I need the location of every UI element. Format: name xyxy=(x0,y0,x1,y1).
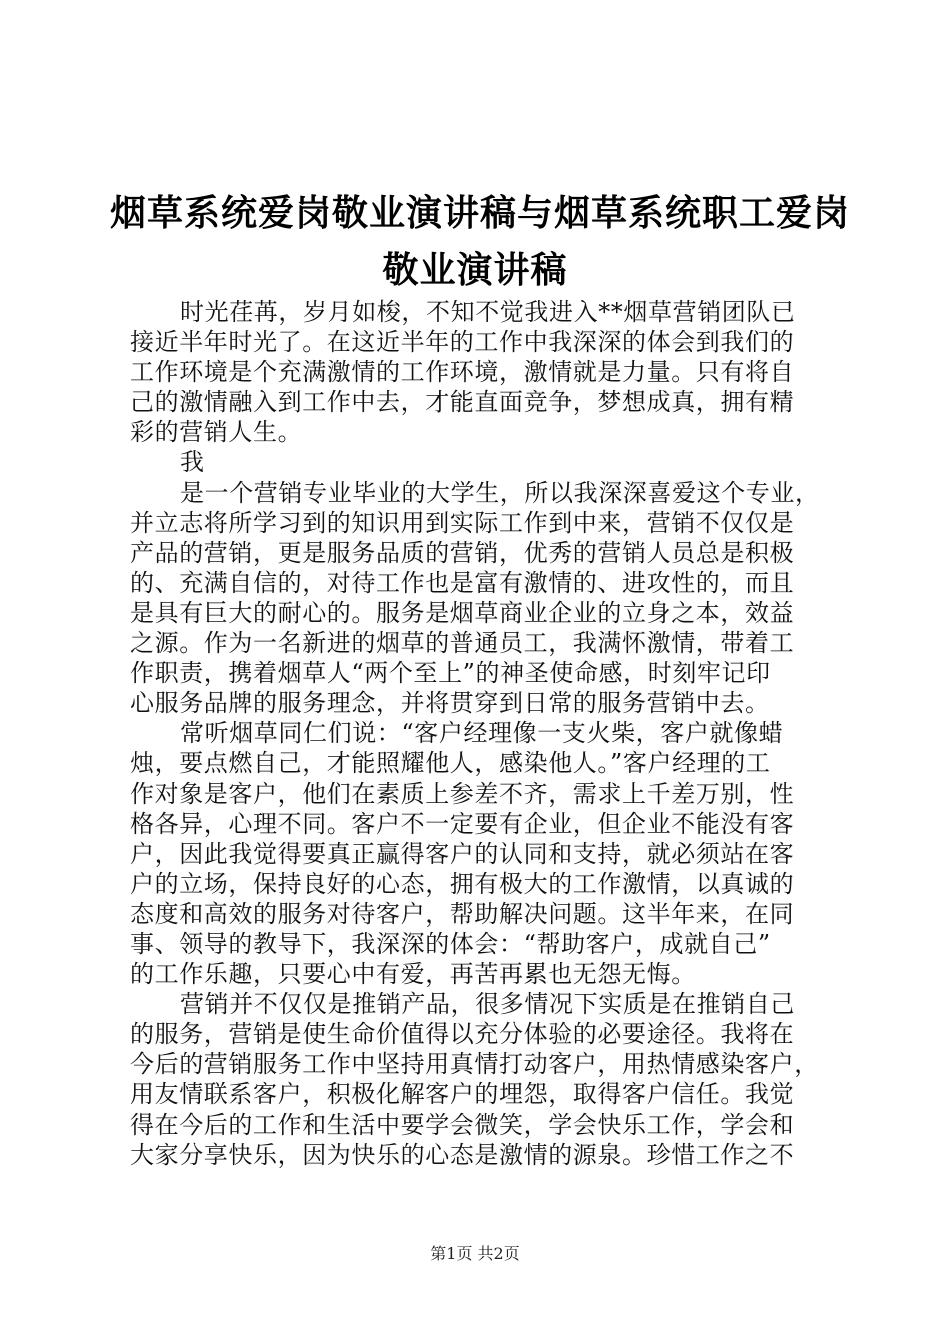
body-line: 时光荏苒，岁月如梭，不知不觉我进入**烟草营销团队已 xyxy=(180,298,796,326)
body-line: 心服务品牌的服务理念，并将贯穿到日常的服务营销中去。 xyxy=(130,689,770,718)
body-line: 的服务，营销是使生命价值得以充分体验的必要途径。我将在 xyxy=(130,1020,795,1049)
body-line: 是一个营销专业毕业的大学生，所以我深深喜爱这个专业， xyxy=(180,478,820,507)
body-line: 态度和高效的服务对待客户，帮助解决问题。这半年来，在同 xyxy=(130,899,795,928)
body-line: 并立志将所学习到的知识用到实际工作到中来，营销不仅仅是 xyxy=(130,508,795,537)
body-line: 我 xyxy=(180,448,205,477)
document-title-line-2: 敬业演讲稿 xyxy=(382,249,568,291)
body-line: 的工作乐趣，只要心中有爱，再苦再累也无怨无悔。 xyxy=(130,960,696,989)
body-line: 户，因此我觉得要真正赢得客户的认同和支持，就必须站在客 xyxy=(130,839,795,868)
document-title-line-1: 烟草系统爱岗敬业演讲稿与烟草系统职工爱岗 xyxy=(110,192,851,234)
body-line: 事、领导的教导下，我深深的体会：“帮助客户，成就自己” xyxy=(130,929,771,958)
page-number: 第1页 共2页 xyxy=(430,1244,520,1263)
document-body xyxy=(130,297,830,1170)
body-line: 产品的营销，更是服务品质的营销，优秀的营销人员总是积极 xyxy=(130,538,795,567)
body-line: 今后的营销服务工作中坚持用真情打动客户，用热情感染客户， xyxy=(130,1050,819,1079)
body-line: 之源。作为一名新进的烟草的普通员工，我满怀激情，带着工 xyxy=(130,629,795,658)
body-line: 作职责，携着烟草人“两个至上”的神圣使命感，时刻牢记印 xyxy=(130,659,771,688)
body-line: 营销并不仅仅是推销产品，很多情况下实质是在推销自己 xyxy=(180,990,795,1019)
body-line: 己的激情融入到工作中去，才能直面竞争，梦想成真，拥有精 xyxy=(130,388,795,417)
body-line: 常听烟草同仁们说：“客户经理像一支火柴，客户就像蜡 xyxy=(180,719,784,748)
body-line: 用友情联系客户，积极化解客户的埋怨，取得客户信任。我觉 xyxy=(130,1080,795,1109)
body-line: 彩的营销人生。 xyxy=(130,418,303,447)
body-line: 格各异，心理不同。客户不一定要有企业，但企业不能没有客 xyxy=(130,809,795,838)
body-line: 工作环境是个充满激情的工作环境，激情就是力量。只有将自 xyxy=(130,358,795,387)
body-line: 的、充满自信的，对待工作也是富有激情的、进攻性的，而且 xyxy=(130,568,795,597)
body-line: 大家分享快乐，因为快乐的心态是激情的源泉。珍惜工作之不 xyxy=(130,1140,795,1169)
body-line: 户的立场，保持良好的心态，拥有极大的工作激情，以真诚的 xyxy=(130,869,795,898)
body-line: 作对象是客户，他们在素质上参差不齐，需求上千差万别，性 xyxy=(130,779,795,808)
body-line: 是具有巨大的耐心的。服务是烟草商业企业的立身之本，效益 xyxy=(130,598,795,627)
body-line: 烛，要点燃自己，才能照耀他人，感染他人。”客户经理的工 xyxy=(130,749,771,778)
body-line: 接近半年时光了。在这近半年的工作中我深深的体会到我们的 xyxy=(130,328,795,357)
body-line: 得在今后的工作和生活中要学会微笑，学会快乐工作，学会和 xyxy=(130,1110,795,1139)
